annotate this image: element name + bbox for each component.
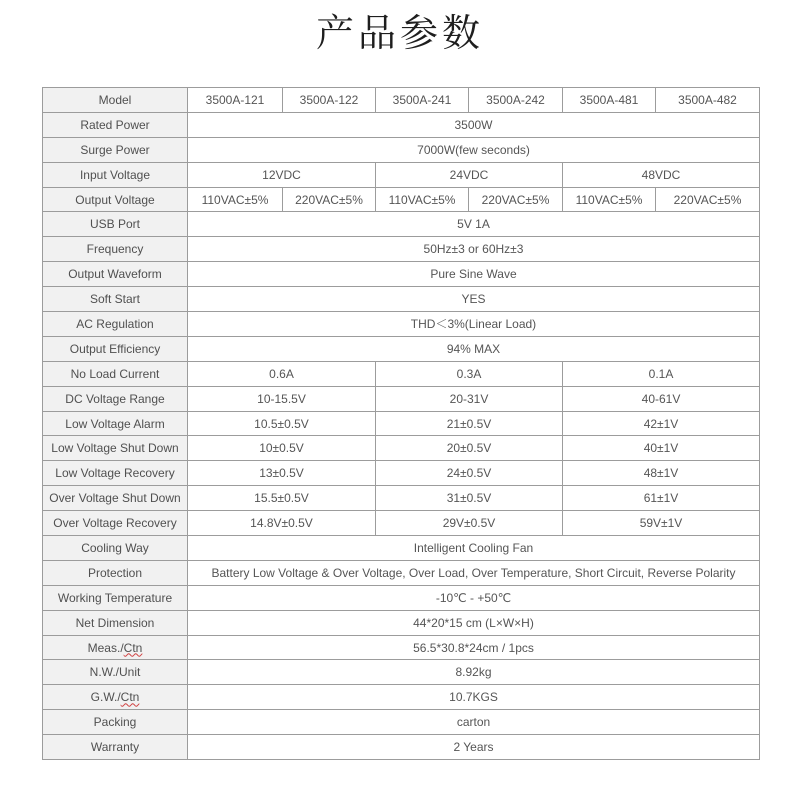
value-cell: 50Hz±3 or 60Hz±3 <box>188 237 760 262</box>
table-row <box>43 287 760 312</box>
value-cell: 0.3A <box>376 361 563 386</box>
table-row <box>43 162 760 187</box>
model-cell: 3500A-121 <box>188 88 283 113</box>
table-row <box>43 660 760 685</box>
row-label: USB Port <box>43 212 188 237</box>
table-row <box>43 187 760 212</box>
row-label: Output Waveform <box>43 262 188 287</box>
row-label: AC Regulation <box>43 312 188 337</box>
value-cell: 10-15.5V <box>188 386 376 411</box>
table-row <box>43 312 760 337</box>
table-row <box>43 685 760 710</box>
value-cell: 110VAC±5% <box>188 187 283 212</box>
row-label: Cooling Way <box>43 536 188 561</box>
table-row <box>43 336 760 361</box>
value-cell: 40±1V <box>563 436 760 461</box>
row-label: No Load Current <box>43 361 188 386</box>
table-row <box>43 262 760 287</box>
value-cell: 12VDC <box>188 162 376 187</box>
row-label: Low Voltage Recovery <box>43 461 188 486</box>
spec-table-body <box>43 88 760 760</box>
table-row <box>43 386 760 411</box>
value-cell: 5V 1A <box>188 212 760 237</box>
page-title: 产品参数 <box>315 11 484 55</box>
row-label: Warranty <box>43 735 188 760</box>
table-row <box>43 536 760 561</box>
value-cell: 94% MAX <box>188 336 760 361</box>
value-cell: 220VAC±5% <box>283 187 376 212</box>
table-row <box>43 610 760 635</box>
value-cell: 21±0.5V <box>376 411 563 436</box>
row-label: Meas./Ctn <box>43 635 188 660</box>
value-cell: Battery Low Voltage & Over Voltage, Over Load, Over Temperature, Short Circuit, Reverse Polarity <box>188 560 760 585</box>
row-label: Protection <box>43 560 188 585</box>
value-cell: 10±0.5V <box>188 436 376 461</box>
value-cell: YES <box>188 287 760 312</box>
value-cell: 56.5*30.8*24cm / 1pcs <box>188 635 760 660</box>
value-cell: 0.1A <box>563 361 760 386</box>
table-row <box>43 735 760 760</box>
row-label: G.W./Ctn <box>43 685 188 710</box>
row-label: Output Voltage <box>43 187 188 212</box>
value-cell: 15.5±0.5V <box>188 486 376 511</box>
row-label: Working Temperature <box>43 585 188 610</box>
value-cell: 31±0.5V <box>376 486 563 511</box>
value-cell: 20±0.5V <box>376 436 563 461</box>
row-label: Output Efficiency <box>43 336 188 361</box>
value-cell: carton <box>188 710 760 735</box>
model-cell: 3500A-241 <box>376 88 469 113</box>
table-row <box>43 560 760 585</box>
spec-table <box>42 87 760 760</box>
value-cell: 44*20*15 cm (L×W×H) <box>188 610 760 635</box>
row-label: Rated Power <box>43 112 188 137</box>
value-cell: 110VAC±5% <box>376 187 469 212</box>
value-cell: 61±1V <box>563 486 760 511</box>
value-cell: 24VDC <box>376 162 563 187</box>
spellcheck-squiggle: Ctn <box>120 690 140 705</box>
model-cell: 3500A-242 <box>469 88 563 113</box>
value-cell: 40-61V <box>563 386 760 411</box>
table-row <box>43 585 760 610</box>
value-cell: 8.92kg <box>188 660 760 685</box>
table-row <box>43 436 760 461</box>
value-cell: 48±1V <box>563 461 760 486</box>
table-row <box>43 361 760 386</box>
value-cell: 42±1V <box>563 411 760 436</box>
value-cell: Intelligent Cooling Fan <box>188 536 760 561</box>
value-cell: 24±0.5V <box>376 461 563 486</box>
value-cell: 10.5±0.5V <box>188 411 376 436</box>
value-cell: 48VDC <box>563 162 760 187</box>
model-cell: 3500A-482 <box>656 88 760 113</box>
table-row <box>43 710 760 735</box>
model-cell: 3500A-481 <box>563 88 656 113</box>
value-cell: 2 Years <box>188 735 760 760</box>
model-cell: 3500A-122 <box>283 88 376 113</box>
row-label: Frequency <box>43 237 188 262</box>
table-row <box>43 237 760 262</box>
table-row-model <box>43 88 760 113</box>
value-cell: 20-31V <box>376 386 563 411</box>
row-label: Net Dimension <box>43 610 188 635</box>
row-label: Input Voltage <box>43 162 188 187</box>
table-row <box>43 212 760 237</box>
value-cell: 7000W(few seconds) <box>188 137 760 162</box>
row-label: DC Voltage Range <box>43 386 188 411</box>
table-row <box>43 635 760 660</box>
row-label: N.W./Unit <box>43 660 188 685</box>
row-label: Low Voltage Alarm <box>43 411 188 436</box>
value-cell: 220VAC±5% <box>656 187 760 212</box>
value-cell: 13±0.5V <box>188 461 376 486</box>
value-cell: 220VAC±5% <box>469 187 563 212</box>
value-cell: -10℃ - +50℃ <box>188 585 760 610</box>
row-label: Over Voltage Shut Down <box>43 486 188 511</box>
row-label: Surge Power <box>43 137 188 162</box>
table-row <box>43 411 760 436</box>
table-row <box>43 486 760 511</box>
value-cell: 3500W <box>188 112 760 137</box>
row-label: Over Voltage Recovery <box>43 511 188 536</box>
row-label: Model <box>43 88 188 113</box>
value-cell: 14.8V±0.5V <box>188 511 376 536</box>
table-row <box>43 511 760 536</box>
row-label: Soft Start <box>43 287 188 312</box>
value-cell: 10.7KGS <box>188 685 760 710</box>
table-row <box>43 112 760 137</box>
table-row <box>43 461 760 486</box>
value-cell: 110VAC±5% <box>563 187 656 212</box>
spellcheck-squiggle: Ctn <box>123 640 143 655</box>
value-cell: 29V±0.5V <box>376 511 563 536</box>
value-cell: Pure Sine Wave <box>188 262 760 287</box>
value-cell: 59V±1V <box>563 511 760 536</box>
value-cell: THD＜3%(Linear Load) <box>188 312 760 337</box>
table-row <box>43 137 760 162</box>
row-label: Packing <box>43 710 188 735</box>
value-cell: 0.6A <box>188 361 376 386</box>
row-label: Low Voltage Shut Down <box>43 436 188 461</box>
